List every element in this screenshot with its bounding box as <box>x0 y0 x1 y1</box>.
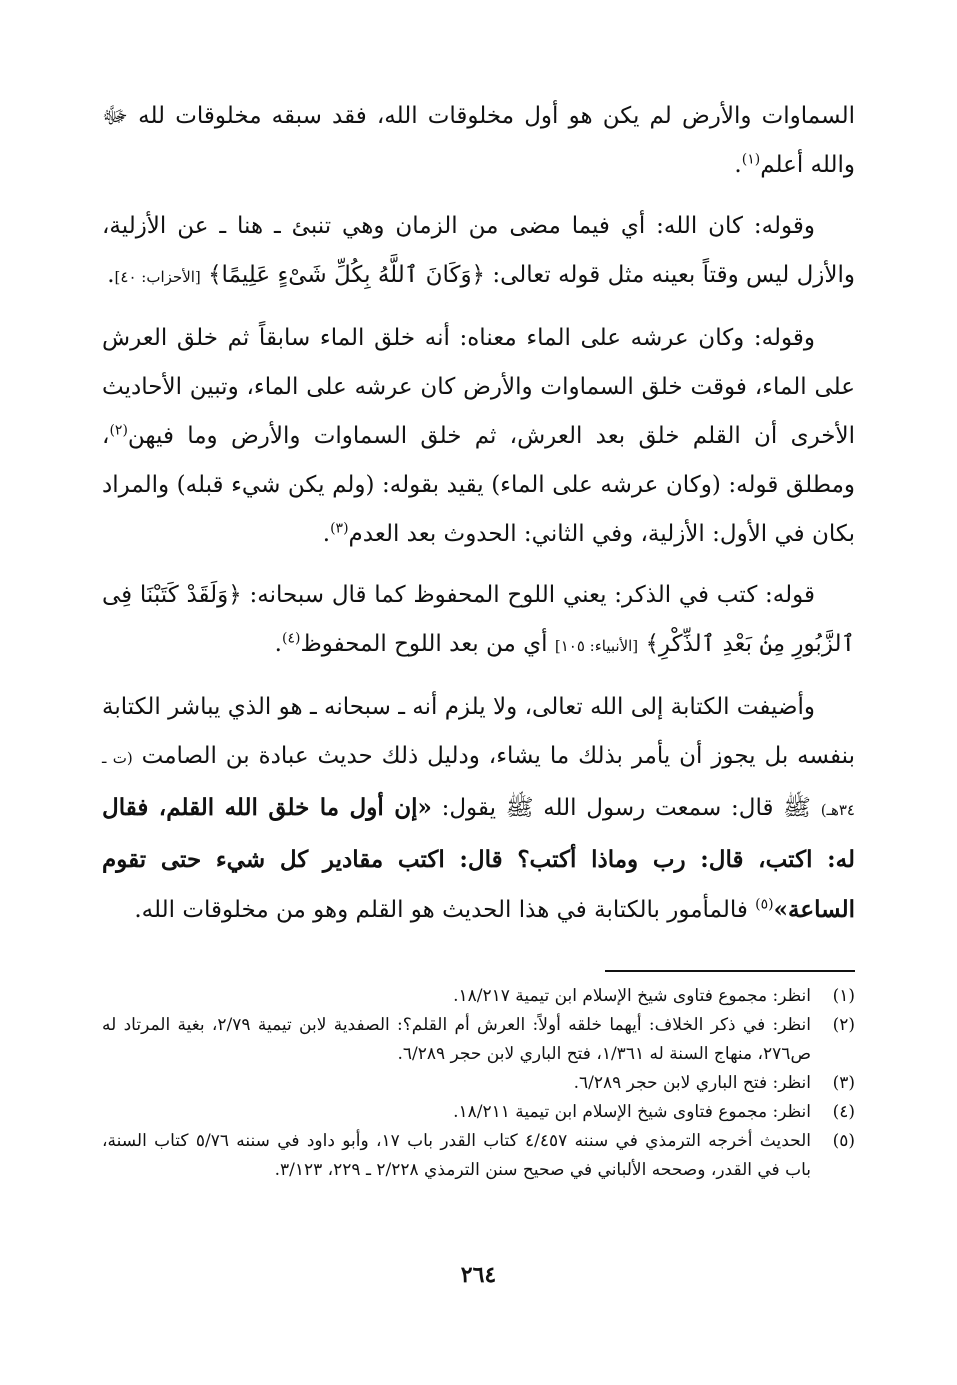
footnote-number: (٥) <box>832 1131 855 1151</box>
paragraph-1 <box>102 92 855 190</box>
verse-reference: [الأحزاب: ٤٠] <box>114 268 201 286</box>
footnote-number: (٤) <box>832 1102 855 1122</box>
footnote-item <box>102 1011 855 1069</box>
footnote-number: (٣) <box>832 1073 855 1093</box>
paragraph-text: وأضيفت الكتابة إلى الله تعالى، ولا يلزم أنه ـ سبحانه ـ هو الذي يباشر الكتابة بنفسه بل يجوز أن يأمر بذلك ما يشاء، ودليل ذلك حديث عبادة بن الصامت <box>102 694 856 769</box>
paragraph-5 <box>102 683 855 935</box>
paragraph-text: وقوله: كان الله: أي فيما مضى من الزمان وهي تنبئ ـ هنا ـ عن الأزلية، والأزل ليس وقتاً بعينه مثل قوله تعالى: <box>102 213 855 288</box>
paragraph-end: . <box>274 631 282 657</box>
paragraph-text: وقوله: وكان عرشه على الماء معناه: أنه خلق الماء سابقاً ثم خلق العرش على الماء، فوقت خلق السماوات والأرض كان عرشه على الماء، وتبين الأحاديث الأخرى أن القلم خلق بعد العرش، ثم خلق السماوات والأرض وما فيهن <box>102 325 855 449</box>
footnote-text: انظر: في ذكر الخلاف: أيهما خلقه أولاً: العرش أم القلم؟: الصفدية لابن تيمية ٢/٧٩، بغية المرتاد له ص٢٧٦، منهاج السنة له ١/٣٦١، فتح الباري لابن حجر ٦/٢٨٩. <box>102 1015 812 1064</box>
footnote-item <box>102 1098 855 1127</box>
footnote-ref[interactable]: (١) <box>741 151 761 168</box>
footnote-number: (٢) <box>832 1015 855 1035</box>
footnote-ref[interactable]: (٢) <box>109 422 128 439</box>
footnote-divider <box>605 970 855 972</box>
footnote-text: انظر: فتح الباري لابن حجر ٦/٢٨٩. <box>573 1073 811 1093</box>
paragraph-text: السماوات والأرض لم يكن هو أول مخلوقات الله، فقد سبقه مخلوقات لله ﷻ والله أعلم <box>102 103 855 178</box>
quran-verse: ﴿وَكَانَ ٱللَّهُ بِكُلِّ شَىْءٍ عَلِيمًا﴾ <box>208 262 486 288</box>
paragraph-text: ﷺ قال: سمعت رسول الله ﷺ يقول: <box>441 795 811 821</box>
paragraph-text: فالمأمور بالكتابة في هذا الحديث هو القلم وهو من مخلوقات الله. <box>134 897 748 923</box>
footnote-ref[interactable]: (٣) <box>330 520 349 537</box>
footnote-number: (١) <box>832 986 855 1006</box>
footnote-item <box>102 1069 855 1098</box>
page-number: ٢٦٤ <box>460 1262 497 1288</box>
paragraph-text: قوله: كتب في الذكر: يعني اللوح المحفوظ كما قال سبحانه: <box>249 582 815 608</box>
paragraph-text: أي من بعد اللوح المحفوظ <box>300 631 548 657</box>
paragraph-text: ، ومطلق قوله: (وكان عرشه على الماء) يقيد بقوله: (ولم يكن شيء قبله) والمراد بكان في الأول: الأزلية، وفي الثاني: الحدوث بعد العدم <box>102 423 855 547</box>
body-text <box>102 92 855 947</box>
footnotes <box>102 982 855 1185</box>
hadith-text: «إن أول ما خلق الله القلم، فقال له: اكتب، قال: رب وماذا أكتب؟ قال: اكتب مقادير كل شيء حتى تقوم الساعة» <box>102 794 855 923</box>
footnote-text: الحديث أخرجه الترمذي في سننه ٤/٤٥٧ كتاب القدر باب ١٧، وأبو داود في سننه ٥/٧٦ كتاب السنة، باب في القدر، وصححه الألباني في صحيح سنن الترمذي ٢/٢٢٨ ـ ٢٢٩، ٣/١٢٣. <box>102 1131 812 1180</box>
death-date: (ت ـ ٣٤هـ) <box>102 749 855 819</box>
footnote-text: انظر: مجموع فتاوى شيخ الإسلام ابن تيمية ١٨/٢١٧. <box>453 986 811 1006</box>
footnote-item <box>102 1127 855 1185</box>
paragraph-2 <box>102 202 855 302</box>
footnote-item <box>102 982 855 1011</box>
footnote-text: انظر: مجموع فتاوى شيخ الإسلام ابن تيمية ١٨/٢١١. <box>453 1102 811 1122</box>
paragraph-end: . <box>107 262 115 288</box>
quran-verse: ﴿وَلَقَدْ كَتَبْنَا فِى ٱلزَّبُورِ مِنۢ بَعْدِ ٱلذِّكْرِ﴾ <box>102 582 855 657</box>
paragraph-3 <box>102 314 855 559</box>
paragraph-end: . <box>734 152 742 178</box>
paragraph-4 <box>102 571 855 671</box>
footnote-ref[interactable]: (٥) <box>755 896 774 913</box>
footnote-ref[interactable]: (٤) <box>281 630 301 647</box>
paragraph-end: . <box>322 521 331 547</box>
verse-reference: [الأنبياء: ١٠٥] <box>554 637 639 655</box>
